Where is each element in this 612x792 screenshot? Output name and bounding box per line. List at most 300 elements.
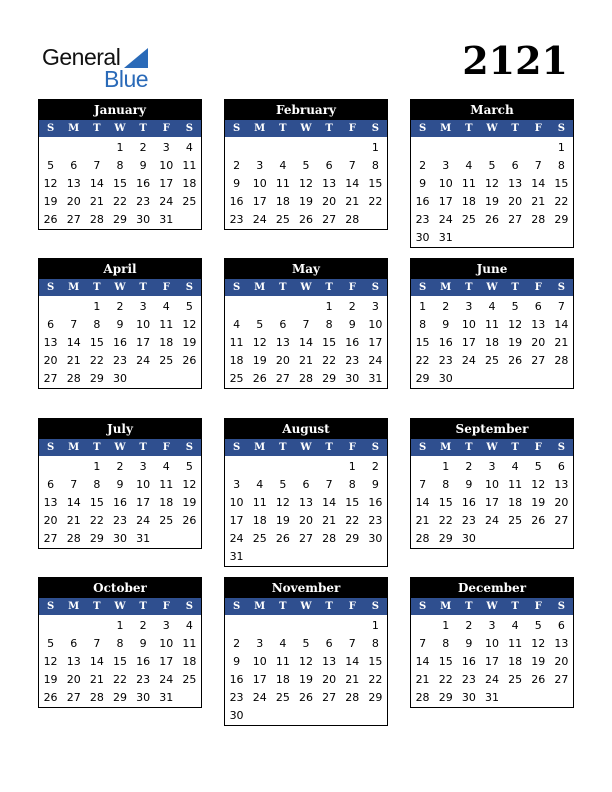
day-cell: 18 xyxy=(275,673,290,686)
empty-day-cell xyxy=(411,617,434,635)
weekday-label: W xyxy=(300,282,312,293)
day-cell: 10 xyxy=(252,177,267,190)
day-cell: 12 xyxy=(43,177,58,190)
day-cell: 31 xyxy=(159,691,174,704)
weekday-label: F xyxy=(534,442,542,453)
day-cell: 6 xyxy=(279,318,287,331)
weekday-label: M xyxy=(440,282,452,293)
day-cell: 25 xyxy=(275,213,290,226)
month-december xyxy=(410,577,574,708)
day-cell: 18 xyxy=(508,496,523,509)
day-cell: 12 xyxy=(182,478,197,491)
day-cell: 21 xyxy=(554,336,569,349)
weekday-label: T xyxy=(325,282,333,293)
weekday-label: S xyxy=(46,123,55,134)
day-cell: 22 xyxy=(345,514,360,527)
day-cell: 11 xyxy=(275,177,290,190)
day-cell: 16 xyxy=(368,496,383,509)
weekday-header xyxy=(225,598,387,615)
day-cell: 9 xyxy=(371,478,379,491)
day-cell: 24 xyxy=(136,514,151,527)
weekday-label: S xyxy=(371,282,380,293)
month-title: November xyxy=(225,578,387,598)
day-cell: 19 xyxy=(182,496,197,509)
weekday-label: W xyxy=(486,442,498,453)
day-cell: 25 xyxy=(159,514,174,527)
day-cell: 24 xyxy=(252,213,267,226)
day-cell: 17 xyxy=(252,195,267,208)
month-title: July xyxy=(39,419,201,439)
empty-day-cell xyxy=(271,139,294,157)
empty-day-cell xyxy=(527,139,550,157)
day-cell: 14 xyxy=(298,336,313,349)
day-cell: 3 xyxy=(162,619,170,632)
day-cell: 14 xyxy=(415,496,430,509)
day-cell: 14 xyxy=(531,177,546,190)
empty-day-cell xyxy=(341,617,364,635)
month-august xyxy=(224,418,388,567)
day-cell: 2 xyxy=(139,141,147,154)
empty-day-cell xyxy=(248,139,271,157)
day-cell: 10 xyxy=(159,159,174,172)
empty-day-cell xyxy=(294,617,317,635)
weekday-label: W xyxy=(486,282,498,293)
day-cell: 1 xyxy=(442,460,450,473)
day-cell: 17 xyxy=(484,496,499,509)
weekday-label: T xyxy=(139,601,147,612)
day-cell: 15 xyxy=(368,177,383,190)
empty-day-cell xyxy=(39,617,62,635)
day-cell: 8 xyxy=(348,478,356,491)
day-cell: 3 xyxy=(371,300,379,313)
weekday-label: F xyxy=(534,601,542,612)
weekday-label: F xyxy=(162,282,170,293)
day-cell: 10 xyxy=(438,177,453,190)
day-cell: 23 xyxy=(112,514,127,527)
month-title: August xyxy=(225,419,387,439)
day-cell: 30 xyxy=(368,532,383,545)
day-cell: 13 xyxy=(554,478,569,491)
day-cell: 10 xyxy=(368,318,383,331)
empty-day-cell xyxy=(225,458,248,476)
day-grid xyxy=(39,137,201,229)
day-cell: 3 xyxy=(139,300,147,313)
day-cell: 11 xyxy=(508,637,523,650)
day-cell: 22 xyxy=(368,195,383,208)
weekday-label: M xyxy=(254,123,266,134)
day-cell: 8 xyxy=(116,637,124,650)
day-cell: 27 xyxy=(66,213,81,226)
day-cell: 20 xyxy=(322,673,337,686)
month-october xyxy=(38,577,202,708)
general-blue-logo xyxy=(42,44,162,94)
day-cell: 3 xyxy=(256,637,264,650)
day-cell: 2 xyxy=(116,460,124,473)
day-cell: 14 xyxy=(322,496,337,509)
day-grid xyxy=(225,137,387,229)
day-cell: 29 xyxy=(438,532,453,545)
day-cell: 16 xyxy=(229,673,244,686)
day-cell: 27 xyxy=(554,514,569,527)
day-cell: 7 xyxy=(93,159,101,172)
logo-triangle-icon xyxy=(124,48,148,68)
day-cell: 10 xyxy=(252,655,267,668)
weekday-label: T xyxy=(279,123,287,134)
weekday-label: T xyxy=(279,601,287,612)
day-cell: 12 xyxy=(252,336,267,349)
day-cell: 26 xyxy=(531,673,546,686)
empty-day-cell xyxy=(39,298,62,316)
day-cell: 28 xyxy=(66,372,81,385)
weekday-label: F xyxy=(348,282,356,293)
empty-day-cell xyxy=(294,298,317,316)
weekday-header xyxy=(39,120,201,137)
day-grid xyxy=(225,615,387,725)
day-cell: 30 xyxy=(136,691,151,704)
day-cell: 20 xyxy=(275,354,290,367)
empty-day-cell xyxy=(457,139,480,157)
day-cell: 19 xyxy=(531,655,546,668)
month-title: June xyxy=(411,259,573,279)
day-cell: 25 xyxy=(252,532,267,545)
day-cell: 18 xyxy=(484,336,499,349)
day-cell: 4 xyxy=(162,300,170,313)
day-grid xyxy=(225,456,387,566)
weekday-label: S xyxy=(232,442,241,453)
day-cell: 21 xyxy=(89,195,104,208)
day-cell: 29 xyxy=(89,532,104,545)
day-cell: 14 xyxy=(66,336,81,349)
day-cell: 22 xyxy=(438,514,453,527)
day-cell: 16 xyxy=(136,177,151,190)
day-cell: 7 xyxy=(325,478,333,491)
day-cell: 12 xyxy=(275,496,290,509)
day-cell: 16 xyxy=(229,195,244,208)
day-cell: 1 xyxy=(371,141,379,154)
weekday-label: W xyxy=(114,601,126,612)
day-cell: 4 xyxy=(185,619,193,632)
day-cell: 9 xyxy=(139,637,147,650)
day-cell: 10 xyxy=(159,637,174,650)
day-cell: 28 xyxy=(531,213,546,226)
month-july xyxy=(38,418,202,549)
weekday-header xyxy=(225,439,387,456)
day-cell: 24 xyxy=(461,354,476,367)
day-cell: 1 xyxy=(93,460,101,473)
day-cell: 30 xyxy=(229,709,244,722)
day-cell: 9 xyxy=(348,318,356,331)
day-cell: 2 xyxy=(442,300,450,313)
empty-day-cell xyxy=(62,139,85,157)
day-cell: 18 xyxy=(182,177,197,190)
day-cell: 5 xyxy=(302,159,310,172)
weekday-label: T xyxy=(465,601,473,612)
day-cell: 7 xyxy=(419,637,427,650)
day-cell: 7 xyxy=(557,300,565,313)
day-cell: 4 xyxy=(279,637,287,650)
weekday-label: T xyxy=(465,282,473,293)
day-cell: 20 xyxy=(43,514,58,527)
empty-day-cell xyxy=(39,139,62,157)
weekday-label: S xyxy=(557,442,566,453)
weekday-label: F xyxy=(348,123,356,134)
day-cell: 6 xyxy=(557,460,565,473)
day-cell: 5 xyxy=(256,318,264,331)
day-cell: 25 xyxy=(275,691,290,704)
weekday-label: M xyxy=(254,442,266,453)
day-cell: 19 xyxy=(43,673,58,686)
day-cell: 24 xyxy=(438,213,453,226)
day-cell: 23 xyxy=(229,691,244,704)
day-cell: 27 xyxy=(66,691,81,704)
day-cell: 7 xyxy=(93,637,101,650)
empty-day-cell xyxy=(248,617,271,635)
day-cell: 23 xyxy=(368,514,383,527)
day-cell: 20 xyxy=(554,655,569,668)
day-cell: 21 xyxy=(322,514,337,527)
day-cell: 16 xyxy=(136,655,151,668)
weekday-label: S xyxy=(232,601,241,612)
weekday-label: S xyxy=(418,282,427,293)
day-cell: 15 xyxy=(368,655,383,668)
day-cell: 8 xyxy=(93,318,101,331)
day-cell: 25 xyxy=(508,673,523,686)
weekday-label: T xyxy=(465,123,473,134)
day-cell: 27 xyxy=(508,213,523,226)
day-cell: 19 xyxy=(298,195,313,208)
logo-word-blue: Blue xyxy=(104,66,149,92)
day-cell: 12 xyxy=(298,655,313,668)
day-cell: 15 xyxy=(438,655,453,668)
empty-day-cell xyxy=(248,458,271,476)
day-cell: 11 xyxy=(508,478,523,491)
weekday-label: S xyxy=(371,601,380,612)
day-cell: 26 xyxy=(275,532,290,545)
empty-day-cell xyxy=(318,617,341,635)
day-cell: 12 xyxy=(298,177,313,190)
day-cell: 6 xyxy=(325,637,333,650)
weekday-label: S xyxy=(557,601,566,612)
month-january xyxy=(38,99,202,230)
empty-day-cell xyxy=(225,139,248,157)
day-cell: 26 xyxy=(252,372,267,385)
empty-day-cell xyxy=(85,139,108,157)
day-cell: 17 xyxy=(484,655,499,668)
day-cell: 9 xyxy=(116,478,124,491)
empty-day-cell xyxy=(411,139,434,157)
day-cell: 20 xyxy=(43,354,58,367)
weekday-label: S xyxy=(185,601,194,612)
day-cell: 31 xyxy=(136,532,151,545)
day-cell: 3 xyxy=(488,619,496,632)
day-cell: 7 xyxy=(348,159,356,172)
day-cell: 25 xyxy=(159,354,174,367)
day-cell: 31 xyxy=(368,372,383,385)
weekday-label: T xyxy=(325,442,333,453)
weekday-label: T xyxy=(511,123,519,134)
day-cell: 11 xyxy=(182,159,197,172)
day-cell: 17 xyxy=(461,336,476,349)
day-cell: 25 xyxy=(484,354,499,367)
day-cell: 25 xyxy=(508,514,523,527)
weekday-header xyxy=(39,598,201,615)
day-cell: 4 xyxy=(465,159,473,172)
empty-day-cell xyxy=(85,617,108,635)
day-cell: 16 xyxy=(438,336,453,349)
empty-day-cell xyxy=(62,458,85,476)
day-cell: 24 xyxy=(136,354,151,367)
day-cell: 19 xyxy=(252,354,267,367)
day-cell: 15 xyxy=(112,177,127,190)
day-cell: 24 xyxy=(368,354,383,367)
day-cell: 11 xyxy=(159,478,174,491)
month-title: February xyxy=(225,100,387,120)
day-cell: 31 xyxy=(229,550,244,563)
day-cell: 21 xyxy=(415,673,430,686)
day-cell: 13 xyxy=(531,318,546,331)
day-cell: 4 xyxy=(488,300,496,313)
day-cell: 22 xyxy=(438,673,453,686)
day-cell: 27 xyxy=(554,673,569,686)
weekday-header xyxy=(39,439,201,456)
day-cell: 2 xyxy=(348,300,356,313)
day-cell: 6 xyxy=(325,159,333,172)
day-cell: 6 xyxy=(70,159,78,172)
day-cell: 13 xyxy=(275,336,290,349)
weekday-label: F xyxy=(348,601,356,612)
empty-day-cell xyxy=(62,298,85,316)
day-cell: 6 xyxy=(47,478,55,491)
day-cell: 22 xyxy=(554,195,569,208)
day-cell: 11 xyxy=(229,336,244,349)
day-cell: 21 xyxy=(298,354,313,367)
day-cell: 12 xyxy=(531,637,546,650)
day-cell: 1 xyxy=(442,619,450,632)
day-cell: 11 xyxy=(159,318,174,331)
day-cell: 30 xyxy=(461,532,476,545)
empty-day-cell xyxy=(294,458,317,476)
empty-day-cell xyxy=(225,298,248,316)
day-cell: 16 xyxy=(345,336,360,349)
day-cell: 23 xyxy=(415,213,430,226)
day-cell: 13 xyxy=(66,655,81,668)
day-cell: 6 xyxy=(511,159,519,172)
day-cell: 8 xyxy=(419,318,427,331)
day-cell: 23 xyxy=(229,213,244,226)
day-cell: 4 xyxy=(233,318,241,331)
day-cell: 8 xyxy=(116,159,124,172)
weekday-label: T xyxy=(279,282,287,293)
day-cell: 29 xyxy=(415,372,430,385)
day-cell: 13 xyxy=(298,496,313,509)
day-cell: 10 xyxy=(461,318,476,331)
day-grid xyxy=(411,296,573,388)
weekday-label: F xyxy=(534,123,542,134)
day-cell: 3 xyxy=(488,460,496,473)
day-cell: 9 xyxy=(419,177,427,190)
day-grid xyxy=(39,296,201,388)
day-cell: 24 xyxy=(252,691,267,704)
day-cell: 16 xyxy=(112,496,127,509)
day-cell: 1 xyxy=(93,300,101,313)
day-cell: 26 xyxy=(182,514,197,527)
day-cell: 23 xyxy=(136,673,151,686)
weekday-label: F xyxy=(162,442,170,453)
day-cell: 1 xyxy=(116,141,124,154)
month-title: April xyxy=(39,259,201,279)
day-cell: 28 xyxy=(322,532,337,545)
day-cell: 6 xyxy=(557,619,565,632)
day-cell: 1 xyxy=(348,460,356,473)
day-cell: 29 xyxy=(438,691,453,704)
month-title: October xyxy=(39,578,201,598)
day-cell: 1 xyxy=(325,300,333,313)
day-cell: 1 xyxy=(371,619,379,632)
day-cell: 7 xyxy=(70,318,78,331)
weekday-label: M xyxy=(68,442,80,453)
weekday-header xyxy=(411,279,573,296)
day-cell: 18 xyxy=(275,195,290,208)
weekday-label: W xyxy=(300,123,312,134)
empty-day-cell xyxy=(225,617,248,635)
day-cell: 18 xyxy=(182,655,197,668)
day-cell: 20 xyxy=(66,195,81,208)
month-september xyxy=(410,418,574,549)
day-cell: 18 xyxy=(159,336,174,349)
day-cell: 3 xyxy=(465,300,473,313)
day-cell: 29 xyxy=(112,213,127,226)
day-cell: 8 xyxy=(442,478,450,491)
day-cell: 15 xyxy=(438,496,453,509)
day-cell: 26 xyxy=(484,213,499,226)
day-cell: 16 xyxy=(461,496,476,509)
day-cell: 27 xyxy=(43,372,58,385)
day-cell: 5 xyxy=(534,460,542,473)
day-cell: 23 xyxy=(345,354,360,367)
day-cell: 28 xyxy=(89,213,104,226)
day-cell: 8 xyxy=(371,637,379,650)
weekday-label: S xyxy=(418,601,427,612)
day-cell: 30 xyxy=(136,213,151,226)
weekday-label: M xyxy=(254,282,266,293)
day-cell: 20 xyxy=(508,195,523,208)
weekday-label: S xyxy=(46,601,55,612)
day-cell: 24 xyxy=(484,673,499,686)
day-cell: 12 xyxy=(182,318,197,331)
day-cell: 13 xyxy=(43,496,58,509)
day-cell: 28 xyxy=(89,691,104,704)
month-february xyxy=(224,99,388,230)
weekday-label: W xyxy=(300,442,312,453)
month-june xyxy=(410,258,574,389)
day-cell: 17 xyxy=(368,336,383,349)
day-cell: 19 xyxy=(508,336,523,349)
weekday-label: S xyxy=(557,282,566,293)
day-cell: 8 xyxy=(442,637,450,650)
weekday-label: T xyxy=(325,601,333,612)
day-cell: 25 xyxy=(229,372,244,385)
day-cell: 22 xyxy=(89,354,104,367)
weekday-header xyxy=(39,279,201,296)
day-cell: 8 xyxy=(93,478,101,491)
weekday-label: W xyxy=(114,442,126,453)
day-cell: 16 xyxy=(461,655,476,668)
day-cell: 25 xyxy=(182,195,197,208)
weekday-label: W xyxy=(486,123,498,134)
weekday-label: F xyxy=(162,601,170,612)
day-cell: 21 xyxy=(531,195,546,208)
day-cell: 21 xyxy=(345,673,360,686)
